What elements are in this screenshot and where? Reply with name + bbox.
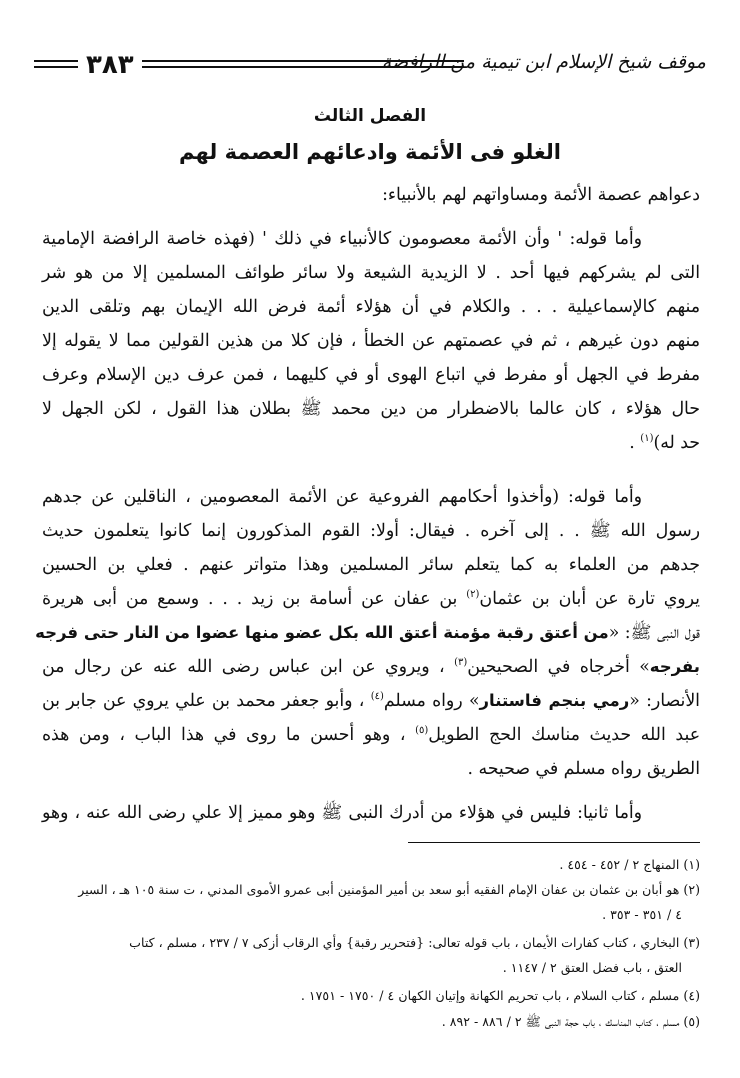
running-title: موقف شيخ الإسلام ابن تيمية من الرافضة bbox=[381, 51, 706, 73]
header-rule-left-2 bbox=[34, 66, 78, 68]
body-line: عبد الله حديث مناسك الحج الطويل$^{(٥)}$ ، وهو أحسن ما روى في هذا الباب ، ومن هذه bbox=[42, 725, 700, 745]
body-line: منهم دون غيرهم ، ثم في عصمتهم عن الخطأ ، فإن كلا من هذين القولين مما لا يقوله إلا bbox=[42, 331, 700, 351]
body-line: بفرجه» أخرجاه في الصحيحين$^{(٣)}$ ، ويروي عن ابن عباس رضى الله عنه عن رجال من bbox=[42, 657, 700, 677]
footnote-ref: (٢) bbox=[466, 589, 480, 601]
body-line: مفرط في الجهل أو مفرط في اتباع الهوى أو في كليهما ، فمن عرف دين الإسلام وعرف bbox=[42, 365, 700, 385]
footnote-ref: (١) bbox=[640, 433, 654, 445]
body-line: التى لم يشركهم فيها أحد . لا الزيدية الشيعة ولا سائر طوائف المسلمين إلا من هو شر bbox=[42, 263, 700, 283]
body-line: وأما ثانيا: فليس في هؤلاء من أدرك النبى ﷺ وهو مميز إلا علي رضى الله عنه ، وهو bbox=[42, 803, 642, 823]
footnote-separator bbox=[408, 842, 700, 843]
body-line: وأما قوله: (وأخذوا أحكامهم الفروعية عن الأئمة المعصومين ، الناقلين عن جدهم bbox=[42, 487, 642, 507]
footnote: العتق ، باب فضل العتق ٢ / ١١٤٧ . bbox=[502, 960, 682, 975]
footnote: (٢) هو أبان بن عثمان بن عفان الإمام الفقيه أبو سعد بن أمير المؤمنين أبى عمرو الأموى المدني ، ت سنة ١٠٥ هـ ، السير bbox=[78, 882, 700, 897]
header-rule-left bbox=[34, 60, 78, 62]
footnote: (١) المنهاج ٢ / ٤٥٢ - ٤٥٤ . bbox=[559, 857, 700, 872]
body-line: يروي تارة عن أبان بن عثمان$^{(٢)}$ بن عفان عن أسامة بن زيد . . . وسمع من أبى هريرة bbox=[42, 589, 700, 609]
body-line: وأما قوله: ' وأن الأئمة معصومون كالأنبياء في ذلك ' (فهذه خاصة الرافضة الإمامية bbox=[42, 229, 642, 249]
body-line: قول النبى ﷺ: «من أعتق رقبة مؤمنة أعتق الله بكل عضو منها عضوا من النار حتى فرجه bbox=[35, 623, 700, 643]
footnote: (٣) البخاري ، كتاب كفارات الأيمان ، باب قوله تعالى: {فتحرير رقبة} وأي الرقاب أزكى ٧ / ٢٣٧ ، مسلم ، كتاب bbox=[129, 935, 700, 950]
body-line: رسول الله ﷺ . . إلى آخره . فيقال: أولا: القوم المذكورون إنما كانوا يتعلمون حديث bbox=[42, 521, 700, 541]
running-header bbox=[34, 44, 706, 90]
body-line: حال هؤلاء ، كان عالما بالاضطرار من دين محمد ﷺ بطلان هذا القول ، لكن الجهل لا bbox=[42, 399, 700, 419]
hadith-quote: من أعتق رقبة مؤمنة أعتق الله بكل عضو منها عضوا من النار حتى فرجه bbox=[35, 623, 609, 642]
footnote-ref: (٥) bbox=[415, 725, 429, 737]
page-number: ٣٨٣ bbox=[86, 50, 134, 80]
section-heading: دعواهم عصمة الأئمة ومساواتهم لهم بالأنبياء: bbox=[382, 185, 700, 205]
body-line: جدهم من العلماء به كما يتعلم سائر المسلمين وهذا متواتر عنهم . فعلي بن الحسين bbox=[42, 555, 700, 575]
chapter-subtitle: الغلو فى الأئمة وادعائهم العصمة لهم bbox=[179, 140, 561, 164]
chapter-heading: الفصل الثالث bbox=[313, 106, 427, 126]
footnote: (٥) مسلم ، كتاب المناسك ، باب حجة النبى ﷺ ٢ / ٨٨٦ - ٨٩٢ . bbox=[441, 1014, 700, 1029]
footnote: (٤) مسلم ، كتاب السلام ، باب تحريم الكهانة وإتيان الكهان ٤ / ١٧٥٠ - ١٧٥١ . bbox=[300, 988, 700, 1003]
footnote: ٤ / ٣٥١ - ٣٥٣ . bbox=[602, 907, 682, 922]
hadith-quote: بفرجه bbox=[649, 657, 700, 676]
body-line: الطريق رواه مسلم في صحيحه . bbox=[467, 759, 700, 779]
hadith-quote: رمي بنجم فاستنار bbox=[479, 691, 630, 710]
body-line: حد له)$^{(١)}$ . bbox=[629, 433, 700, 453]
footnote-ref: (٤) bbox=[370, 691, 384, 703]
footnote-ref: (٣) bbox=[454, 657, 468, 669]
body-line: منهم كالإسماعيلية . . . والكلام في أن هؤلاء أئمة فرض الله الإيمان بهم وتلقى الدين bbox=[42, 297, 700, 317]
body-line: الأنصار: «رمي بنجم فاستنار» رواه مسلم$^{(٤)}$ ، وأبو جعفر محمد بن علي يروي عن جابر بن bbox=[42, 691, 700, 711]
